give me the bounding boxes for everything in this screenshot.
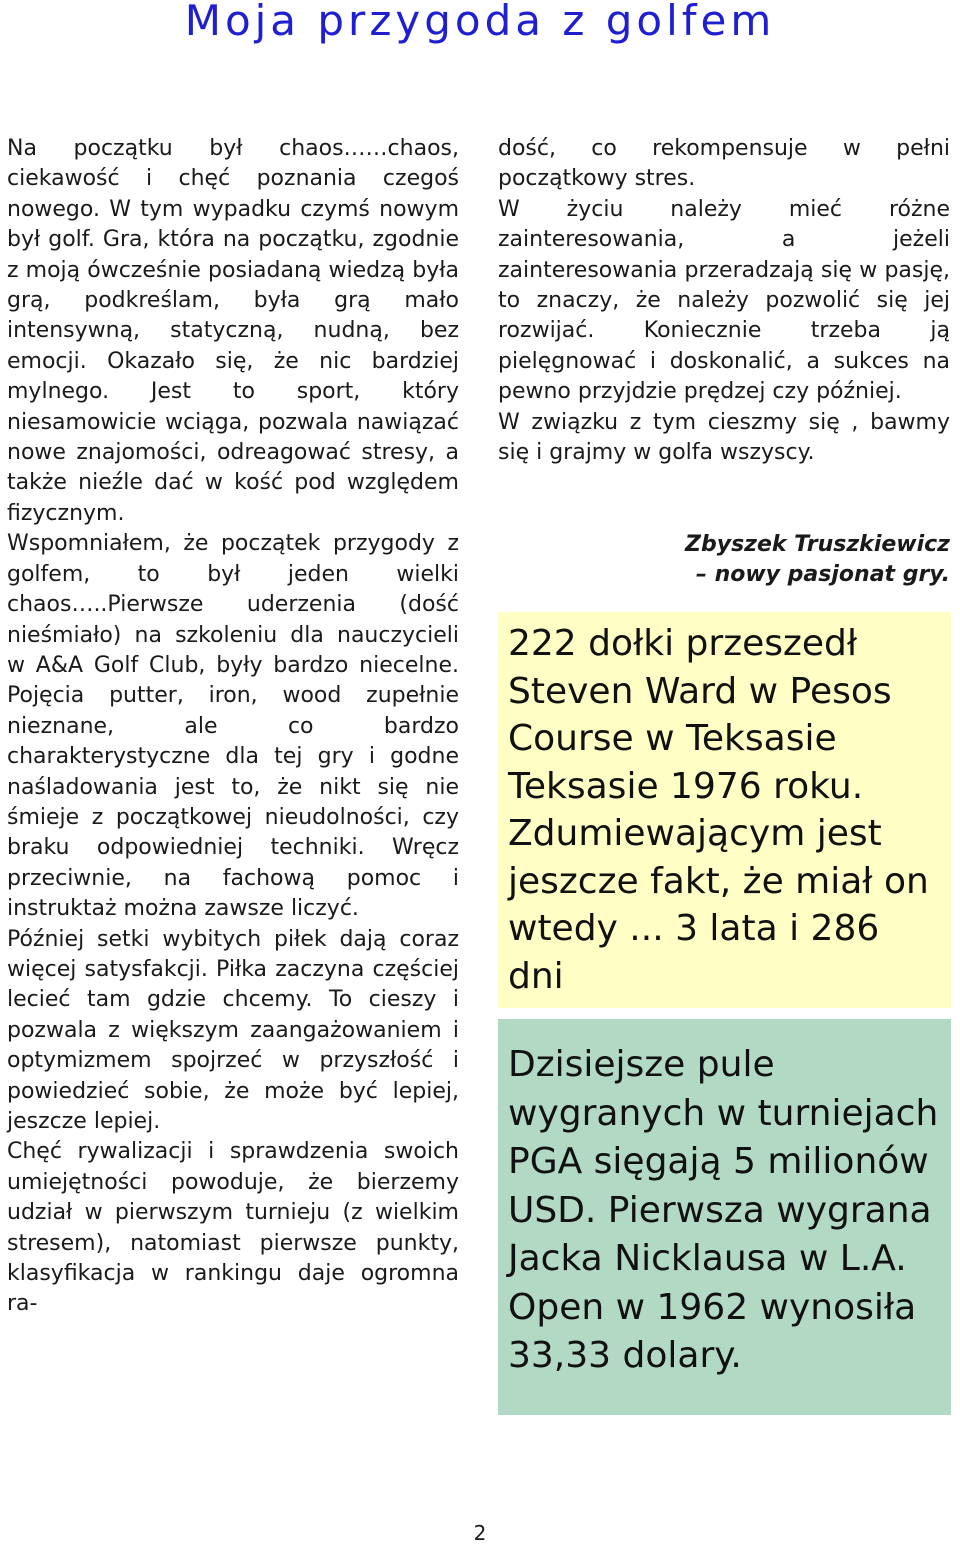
article-paragraph: W życiu należy mieć różne zainteresowania, a jeżeli zainteresowania przeradzają się w pasję, to znaczy, że należy pozwolić się jej rozwijać. Koniecznie trzeba ją pielęgnować i doskonalić, a sukces na pewno przyjdzie prędzej czy później.	[498, 196, 950, 405]
page-title: Moja przygoda z golfem	[184, 0, 776, 45]
fact-box-yellow	[498, 612, 951, 1008]
fact-box-green	[498, 1019, 951, 1415]
article-left-column	[7, 134, 459, 1320]
author-signature	[498, 530, 950, 591]
author-role: – nowy pasjonat gry.	[695, 562, 950, 588]
article-paragraph: Chęć rywalizacji i sprawdzenia swoich umiejętności powoduje, że bierzemy udział w pierwszym turnieju (z wielkim stresem), natomiast pierwsze punkty, klasyfikacja w rankingu daje ogromna ra-	[7, 1139, 459, 1317]
page-number: 2	[473, 1521, 487, 1545]
article-paragraph: dość, co rekompensuje w pełni początkowy stres.	[498, 136, 950, 192]
author-name: Zbyszek Truszkiewicz	[685, 532, 950, 557]
fact-text: 222 dołki przeszedł Steven Ward w Pesos Course w Teksasie Teksasie 1976 roku. Zdumiewającym jest jeszcze fakt, że miał on wtedy ... 3 lata i 286 dni	[508, 623, 929, 997]
article-paragraph: Wspomniałem, że początek przygody z golfem, to był jeden wielki chaos…..Pierwsze uderzenia (dość nieśmiało) na szkoleniu dla nauczycieli w A&A Golf Club, były bardzo niecelne. Pojęcia putter, iron, wood zupełnie nieznane, ale co bardzo charakterystyczne dla tej gry i godne naśladowania jest to, że nikt się nie śmieje z początkowej nieudolności, czy braku odpowiedniej techniki. Wręcz przeciwnie, na fachową pomoc i instruktaż można zawsze liczyć.	[7, 531, 459, 922]
article-paragraph: Na początku był chaos……chaos, ciekawość i chęć poznania czegoś nowego. W tym wypadku czymś nowym był golf. Gra, która na początku, zgodnie z moją ówcześnie posiadaną wiedzą była grą, podkreślam, była grą mało intensywną, statyczną, nudną, bez emocji. Okazało się, że nic bardziej mylnego. Jest to sport, który niesamowicie wciąga, pozwala nawiązać nowe znajomości, odreagować stresy, a także nieźle dać w kość pod względem fizycznym.	[7, 136, 459, 526]
article-paragraph: Później setki wybitych piłek dają coraz więcej satysfakcji. Piłka zaczyna częściej lecieć tam gdzie chcemy. To cieszy i pozwala z większym zaangażowaniem i optymizmem spojrzeć w przyszłość i powiedzieć sobie, że może być lepiej, jeszcze lepiej.	[7, 926, 459, 1134]
article-right-column	[498, 134, 950, 468]
fact-text: Dzisiejsze pule wygranych w turniejach PGA sięgają 5 milionów USD. Pierwsza wygrana Jacka Nicklausa w L.A. Open w 1962 wynosiła 33,33 dolary.	[508, 1044, 939, 1376]
article-paragraph: W związku z tym cieszmy się , bawmy się i grajmy w golfa wszyscy.	[498, 409, 950, 466]
